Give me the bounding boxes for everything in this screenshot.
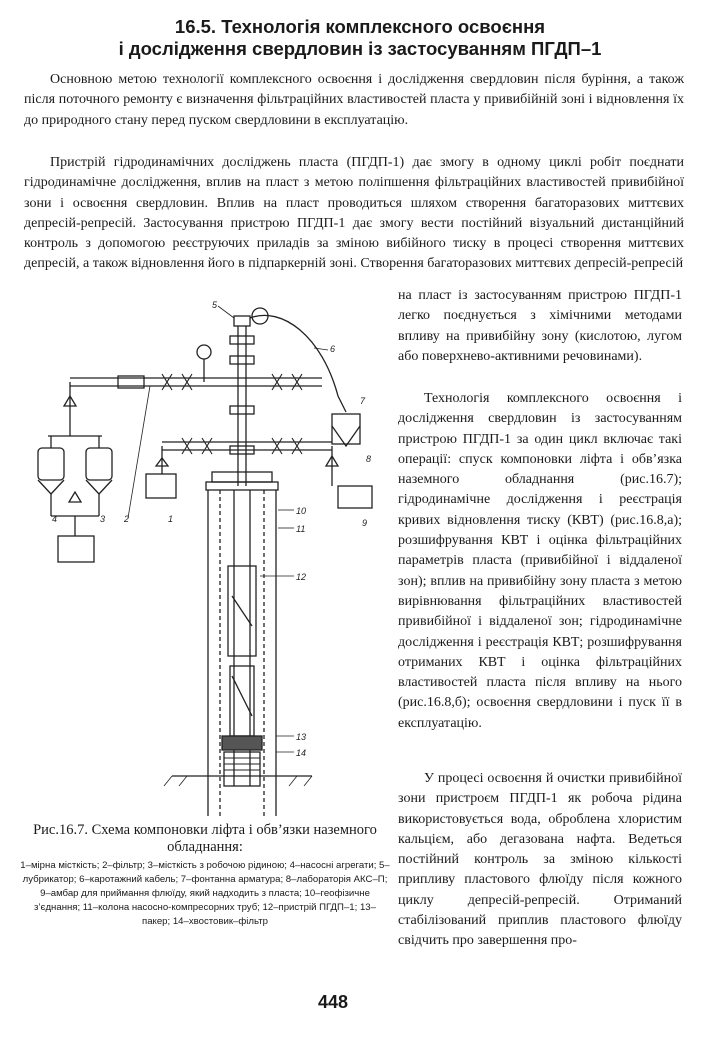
diagram-label-12: 12: [296, 572, 307, 582]
diagram-label-2: 2: [124, 514, 130, 524]
paragraph-4: Технологія комплексного освоєння і дослідження свердловин із застосуванням пристрою ПГДП-1 за один цикл включає такі операції: спуск компоновки ліфта і обв’язка наземного обладнання (рис.16.7); гідродинамічне дослідження і реєстрація кривих відновлення тиску (КВТ) (рис.16.8,а); розшифрування КВТ і оцінка фільтраційних параметрів пласта (привибійної і віддаленої зон); вплив на привибійну зону пласта з метою вирівнювання фільтраційних властивостей привибійної і віддаленої зон; гідродинамічне дослідження і реєстрація КВТ; розшифрування отриманих КВТ і оцінка фільтраційних властивостей пласта після впливу на нього (рис.16.8,б); освоєння свердловини і пуск її в експлуатацію.: [398, 391, 682, 731]
diagram-label-11: 11: [296, 524, 306, 534]
surface-tanks: [38, 382, 176, 562]
diagram-label-4: 4: [52, 514, 58, 524]
well-equipment-diagram: [22, 296, 388, 816]
section-heading: [60, 16, 660, 60]
paragraph-2: Пристрій гідродинамічних досліджень пласта (ПГДП-1) дає змогу в одному циклі робіт поєднати гідродинамічне дослідження, вплив на пласт з метою поліпшення фільтраційних властивостей привибійної зони і освоєння свердловин. Вплив на пласт проводиться шляхом створення багаторазових миттєвих депресій-репресій. Застосування пристрою ПГДП-1 дає змогу вести постійний візуальний дистанційний контроль з допомогою реєструючих приладів за зміною вибійного тиску в процесі створення миттєвих депресій, а також відновлення його в підпаркерній зоні. Створення багаторазових миттєвих депресій-репресій: [24, 155, 684, 272]
heading-line-2: і дослідження свердловин із застосуванням ПГДП–1: [118, 38, 602, 59]
diagram-label-1: 1: [168, 514, 174, 524]
paragraph-3: на пласт із застосуванням пристрою ПГДП-1 легко поєднується з хімічними методами впливу на привибійну зону (кислотою, лугом або поверхнево-активними речовинами).: [398, 288, 682, 364]
diagram-label-3: 3: [100, 514, 106, 524]
diagram-label-14: 14: [296, 748, 307, 758]
diagram-label-6: 6: [330, 344, 336, 354]
diagram-label-7: 7: [360, 396, 366, 406]
figure-caption: [20, 822, 390, 929]
caption-title: Рис.16.7. Схема компоновки ліфта і обв’язки наземного обладнання:: [33, 822, 377, 855]
diagram-label-10: 10: [296, 506, 307, 516]
diagram-svg: [22, 296, 388, 816]
heading-line-1: 16.5. Технологія комплексного освоєння: [174, 16, 546, 37]
diagram-label-8: 8: [366, 454, 372, 464]
paragraph-5: У процесі освоєння й очистки привибійної зони пристроєм ПГДП-1 як робоча рідина використовується вода, оброблена хлористим кальцієм, або дегазована нафта. Ведеться постійний контроль за зміною кількості припливу пластового флюїду після кожного циклу депресій-репресій. Отриманий стабілізований приплив пластового флюїду свідчить про завершення про-: [398, 771, 682, 949]
page-number: 448: [317, 992, 349, 1012]
diagram-label-9: 9: [362, 518, 368, 528]
diagram-label-5: 5: [212, 300, 218, 310]
caption-legend: 1–мірна місткість; 2–фільтр; 3–місткість з робочою рідиною; 4–насосні агрегати; 5–лубрикатор; 6–каротажний кабель; 7–фонтанна арматура; 8–лабораторія АКС–П; 9–амбар для приймання флюїду, який надходить з пласта; 10–геофізичне з’єднання; 11–колона насосно-компресорних труб; 12–пристрій ПГДП–1; 13–пакер; 14–хвостовик–фільтр: [20, 860, 390, 927]
diagram-label-13: 13: [296, 732, 307, 742]
paragraph-1: Основною метою технології комплексного освоєння і дослідження свердловин після буріння, а також після поточного ремонту є визначення фільтраційних властивостей пласта у привибійній зоні і відновлення їх до природного стану перед пуском свердловини в експлуатацію.: [24, 72, 684, 128]
borehole: [164, 490, 312, 816]
pressure-gauge-icon: [197, 345, 211, 359]
